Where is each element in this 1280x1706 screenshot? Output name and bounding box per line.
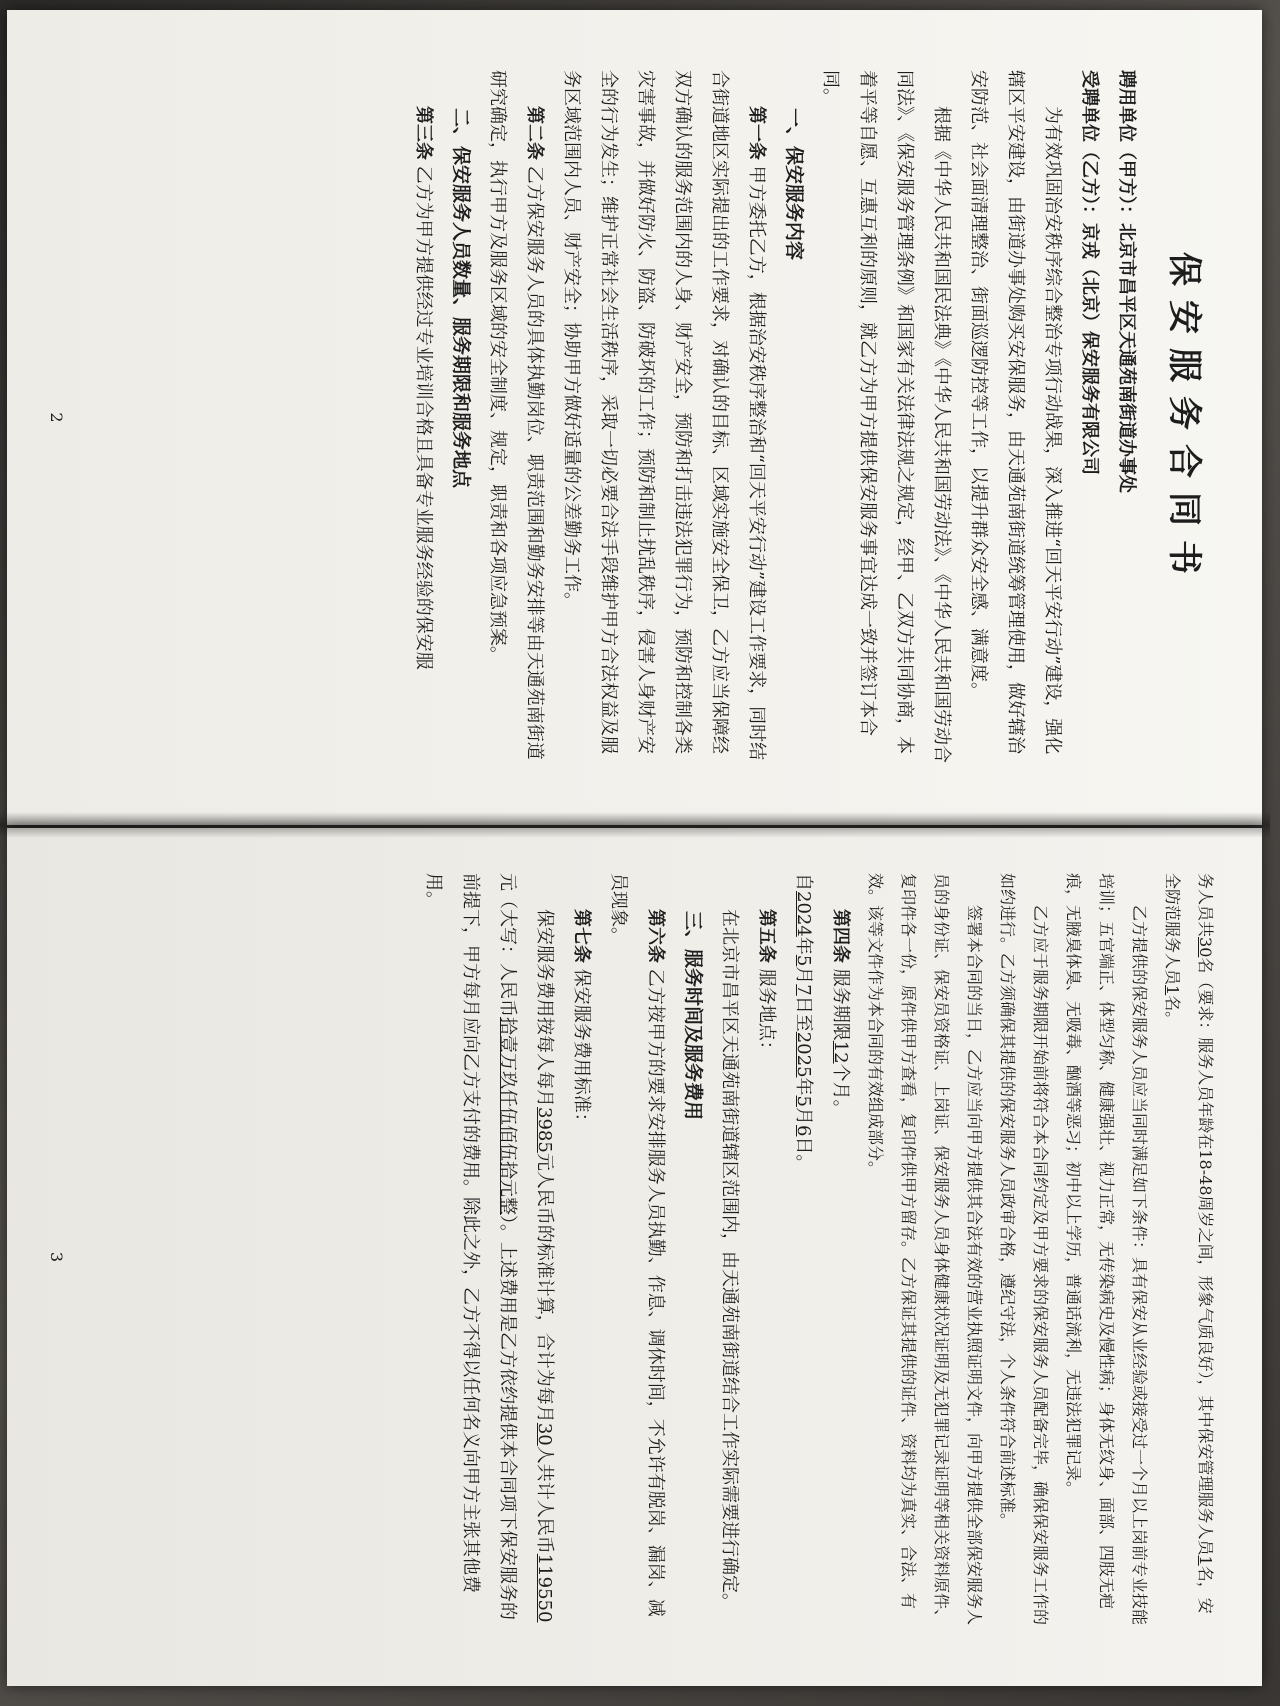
article-6-label: 第六条	[645, 909, 666, 963]
article-6	[600, 873, 674, 1626]
fee-per-person: 3985	[534, 1107, 555, 1153]
article-7	[563, 873, 600, 1626]
fee-people: 30	[534, 1422, 555, 1446]
article-1-text: 甲方委托乙方，根据治安秩序整治和“回天平安行动”建设工作要求，同时结合街道地区实际提出的工作要求，对确认的目标、区域实施安全保卫，乙方应当保障经双方确认的服务范围内的人身、财产安全，预防和打击违法犯罪行为，预防和控制各类灾害事故，并做好防火、防盗、防破坏的工作；预防和制止扰乱秩序，侵害人身财产安全的行为发生；维护正常社会生活秩序，采取一切必要合法手段维护甲方合法权益及服务区域范围内人员、财产安全；协助甲方做好适量的公差勤务工作。	[561, 70, 767, 761]
article-5-text: 在北京市昌平区天通苑南街道辖区范围内，由天通苑南街道结合工作实际需要进行确定。	[719, 909, 740, 1611]
article-3	[405, 70, 442, 770]
start-month: 5	[793, 954, 814, 967]
article-5-title: 服务地点：	[756, 968, 777, 1059]
article-1-label: 第一条	[746, 106, 767, 160]
article-3-label: 第三条	[413, 106, 434, 160]
fee-total: 119550	[534, 1553, 555, 1623]
staff-text-a: 务人员共	[1196, 873, 1215, 938]
article-6-text: 乙方按甲方的要求安排服务人员执勤、作息、调休时间，不允许有脱岗、漏岗、减员现象。	[608, 873, 666, 1617]
staffing-paragraph: 乙方应于服务期限开始前将符合本合同约定及甲方要求的保安服务人员配备完毕，确保保安服务工作的如约进行。乙方须确保其提供的保安服务人员政审合格，遵纪守法，个人条件符合前述标准。	[998, 873, 1050, 1626]
article-5	[748, 873, 785, 1626]
documents-paragraph: 签署本合同的当日，乙方应当向甲方提供其合法有效的营业执照证明文件，向甲方提供全部保安服务人员的身份证、保安员资格证、上岗证、保安服务人员身体健康状况证明及无犯罪记录证明等相关资料原件、复印件各一份，原件供甲方查看，复印件供甲方留存。乙方保证其提供的证件、资料均为真实、合法、有效。该等文件作为本合同的有效组成部分。	[866, 873, 984, 1626]
article-7-title: 保安服务费用标准：	[571, 968, 592, 1131]
end-month: 5	[793, 1095, 814, 1107]
fee-paragraph	[415, 873, 563, 1626]
binding-fold	[0, 812, 1270, 838]
manager-count: 1	[1196, 1555, 1215, 1566]
term-dates: 自2024年5月7日至2025年5月6日。	[793, 873, 814, 1173]
article-4-title: 服务期限	[830, 968, 851, 1041]
term-unit: 个月。	[830, 1063, 851, 1118]
article-3-text: 乙方为甲方提供经过专业培训合格且具备专业服务经验的保安服	[413, 165, 434, 670]
fee-text-c: 人共计人民币	[534, 1445, 555, 1554]
section-heading-2: 二、保安服务人员数量、服务期限和服务地点	[450, 108, 472, 489]
article-7-label: 第七条	[571, 909, 592, 963]
end-day: 6	[793, 1124, 814, 1137]
fee-text-d: 元（大写：人民币	[497, 873, 518, 1017]
intro-paragraph-2: 根据《中华人民共和国民法典》《中华人民共和国劳动法》、《中华人民共和国劳动合同法》、《保安服务管理条例》和国家有关法律法规之规定，经甲、乙双方共同协商，本着平等自愿、互惠互利的原则，就乙方为甲方提供保安服务事宜达成一致并签订本合同。	[820, 70, 952, 763]
article-5-label: 第五条	[756, 909, 777, 963]
staff-total: 30	[1196, 937, 1215, 958]
term-from-prefix: 自	[793, 873, 814, 891]
contract-page-2	[7, 10, 1262, 825]
guard-count: 1	[1163, 985, 1182, 996]
section-heading-1: 一、保安服务内容	[783, 108, 805, 261]
page-number-3: 3	[47, 1251, 66, 1263]
section-heading-3: 三、服务时间及服务费用	[682, 911, 704, 1121]
contract-title: 保安服务合同书	[1164, 252, 1204, 588]
article-4	[822, 873, 859, 1626]
employer-line: 聘用单位（甲方）：北京市昌平区天通苑南街道办事处	[1116, 70, 1137, 493]
fee-text-a: 保安服务费用按每人每月	[534, 909, 555, 1107]
start-day: 7	[793, 984, 814, 996]
term-to: 日至	[793, 995, 814, 1032]
article-2-label: 第二条	[524, 106, 545, 160]
fee-text-b: 元人民币的标准计算，合计为每月	[534, 1152, 555, 1423]
start-year: 2024	[793, 891, 814, 937]
staff-count-line	[1156, 873, 1222, 1626]
article-1	[553, 70, 775, 770]
term-end: 日。	[793, 1136, 814, 1173]
fee-total-chinese: 拾壹万玖仟伍佰伍拾元整	[497, 1017, 518, 1215]
page-number-2: 2	[47, 412, 66, 423]
fee-text-e: ）。上述费用是乙方依约提供本合同项下保安服务的前提下，甲方每月应向乙方支付的费用。除此之外，乙方不得以任何名义向甲方主张其他费用。	[423, 873, 518, 1620]
staff-text-b: 名（要求：服务人员年龄在18-48周岁之间，形象气质良好），其中保安管理服务人员	[1196, 957, 1215, 1556]
contract-page-3	[7, 828, 1262, 1686]
end-year: 2025	[793, 1031, 814, 1078]
intro-paragraph-1: 为有效巩固治安秩序综合整治专项行动战果，深入推进“回天平安行动”建设，强化辖区平安建设，由街道办事处购买安保服务，由天通苑南街道统筹管理使用，做好辖治安防范、社会面清理整治、街面巡逻防控等工作，以提升群众安全感、满意度。	[968, 70, 1063, 755]
article-2-text: 乙方保安服务人员的具体执勤岗位、职责范围和勤务安排等由天通苑南街道研究确定，执行甲方及服务区域的安全制度、规定，职责和各项应急预案。	[487, 70, 545, 760]
contractor-line: 受聘单位（乙方）：京戎（北京）保安服务有限公司	[1079, 70, 1100, 475]
article-2	[479, 70, 553, 770]
staff-text-c: 名，安全防范服务人员	[1163, 873, 1215, 1614]
requirements-paragraph: 乙方提供的保安服务人员应当同时满足如下条件：具有保安从业经验或接受过一个月以上岗前专业技能培训；五官端正、体型匀称、健康强壮、视力正常，无传染病史及慢性病；身体无纹身、面部、四肢无疤痕，无腋臭体臭、无吸毒、酗酒等恶习；初中以上学历，普通话流利，无违法犯罪记录。	[1064, 873, 1149, 1626]
article-4-label: 第四条	[830, 909, 851, 963]
staff-text-d: 名。	[1163, 995, 1182, 1028]
term-months: 12	[830, 1040, 851, 1064]
